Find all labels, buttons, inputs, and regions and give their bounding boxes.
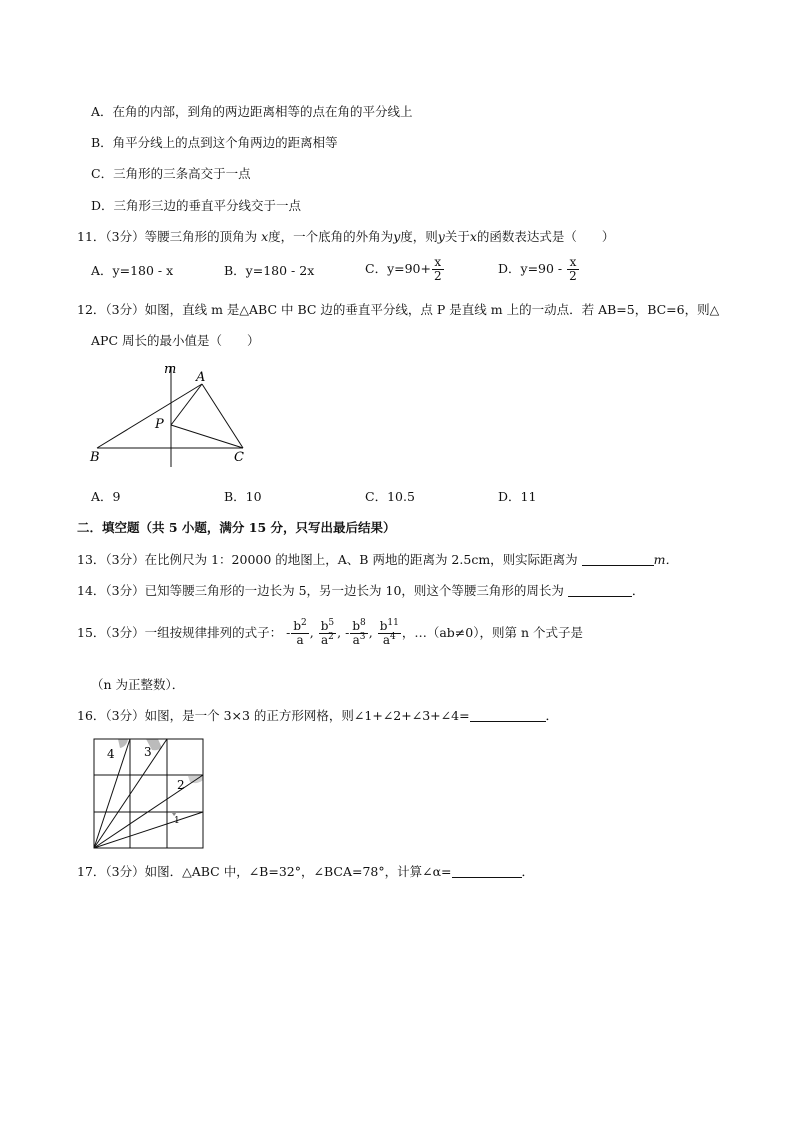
segment-ab [97,384,202,448]
label-p: P [155,417,164,432]
q11-option-d-den: 2 [569,269,577,283]
q11-text-c: 度，则 [400,229,438,244]
q15-fraction-3 [350,620,367,647]
q11-var-y-2: y [437,229,445,244]
label-c: C [234,450,244,465]
q12-option-c: C．10.5 [365,489,415,504]
q10-option-d: D．三角形三边的垂直平分线交于一点 [91,198,302,213]
q13-stem [77,552,678,568]
angle-label-4: 4 [107,747,115,761]
q15-f2-num-exp: 5 [328,618,335,628]
q13-unit: m． [653,552,679,567]
q11-stem [77,229,614,245]
q13-text: （3分）在比例尺为 1：20000 的地图上，A、B 两地的距离为 2.5cm，则实际距离为 [105,552,578,567]
section-2-heading: 二．填空题（共 5 小题，满分 15 分，只写出最后结果） [77,520,396,535]
q17-number: 17． [77,864,106,879]
q16-number: 16． [77,708,106,723]
q16-answer-blank[interactable] [470,709,546,722]
q11-score: （3分） [105,229,145,244]
q13-answer-blank[interactable] [582,553,654,566]
label-b: B [90,450,100,465]
q11-option-c-fraction [432,256,444,283]
q16-stem [77,708,558,724]
q15-f3-num-exp: 8 [360,618,366,628]
label-m: m [164,362,177,377]
angle-label-2: 2 [177,778,185,792]
q15-f3-den-exp: 3 [359,632,366,642]
q14-text: （3分）已知等腰三角形的一边长为 5，另一边长为 10，则这个等腰三角形的周长为 [105,583,564,598]
segment-pc [171,425,243,448]
segment-ac [202,384,243,448]
angle-label-1: 1 [174,816,180,826]
q10-option-c: C．三角形的三条高交于一点 [91,166,251,181]
q16-end: ． [545,708,559,723]
angle-4-marker [118,739,128,748]
q11-option-c-prefix: C．y=90+ [365,261,431,276]
q15-f3-den: a [352,633,360,647]
q15-f1-num-exp: 2 [301,618,307,628]
q15-line2: （n 为正整数）． [91,677,185,692]
q15-fraction-1 [291,620,308,647]
q11-text-b: 度，一个底角的外角为 [268,229,394,244]
q11-option-b: B．y=180 - 2x [224,263,315,278]
q15-f2-den-exp: 2 [328,632,334,642]
q17-text: （3分）如图．△ABC 中，∠B=32°，∠BCA=78°，计算∠α= [105,864,452,879]
q15-f4-den-exp: 4 [389,632,396,642]
q14-end: ． [631,583,645,598]
q17-stem [77,864,534,880]
angle-label-3: 3 [144,745,152,759]
q15-f2-den: a [320,633,329,647]
q12-option-d: D．11 [498,489,537,504]
q14-stem [77,583,644,599]
q12-number: 12． [77,302,106,317]
q16-text: （3分）如图，是一个 3×3 的正方形网格，则∠1+∠2+∠3+∠4= [105,708,470,723]
q11-text-e: 的函数表达式是（ ） [476,229,615,244]
q11-number: 11． [77,229,106,244]
q15-f1-sign: - [286,625,291,640]
q15-f2-num: b [320,619,329,633]
q12-line1-text: 如图，直线 m 是△ABC 中 BC 边的垂直平分线，点 P 是直线 m 上的一动点．若 AB=5，BC=6，则△ [144,302,720,317]
q16-figure [90,736,214,852]
q14-number: 14． [77,583,106,598]
q15-f1-num: b [293,619,302,633]
q11-text-d: 关于 [444,229,470,244]
q11-var-x: x [261,229,269,244]
q14-answer-blank[interactable] [568,584,632,597]
q15-f4-num: b [379,619,388,633]
q12-figure [85,360,255,470]
q11-option-d [498,256,580,283]
q11-option-a: A．y=180 - x [91,263,174,278]
q11-var-y: y [393,229,401,244]
q11-var-x-2: x [469,229,477,244]
q15-fraction-4 [378,620,401,647]
q15-f4-num-exp: 11 [387,618,399,628]
q12-stem-line2: APC 周长的最小值是（ ） [91,333,260,348]
segment-ap [171,384,202,425]
q15-fraction-2 [319,620,336,647]
q17-end: ． [521,864,535,879]
q11-option-d-num: x [567,256,579,270]
q11-option-d-fraction [567,256,579,283]
q11-option-d-prefix: D．y=90 - [498,261,567,276]
q15-f3-num: b [352,619,361,633]
q11-option-c-den: 2 [433,269,442,283]
q12-stem-line1 [77,302,719,318]
q15-stem: 15．（3分）一组按规律排列的式子： - $\frac{b^2}{a}$ , $\frac{b^5}{a^2}$ , - $\frac{b^8}{a^3}$ , $\frac{b^{11}}{a^4}$ ，…（ab≠0），则第 n 个式子是 [77,618,583,647]
q15-f4-den: a [382,633,390,647]
q15-text-a: （3分）一组按规律排列的式子： [105,625,283,640]
q11-text-a: 等腰三角形的顶角为 [144,229,258,244]
q15-text-b: ，…（ab≠0），则第 n 个式子是 [401,625,583,640]
q15-f1-den: a [296,633,304,647]
q11-option-c [365,256,445,283]
q12-score: （3分） [105,302,145,317]
q15-f3-sign: - [345,625,350,640]
q12-option-b: B．10 [224,489,262,504]
q11-option-c-num: x [432,256,444,270]
q17-answer-blank[interactable] [452,865,522,878]
q13-number: 13． [77,552,106,567]
label-a: A [196,370,206,385]
q10-option-a: A．在角的内部，到角的两边距离相等的点在角的平分线上 [91,104,413,119]
q10-option-b: B．角平分线上的点到这个角两边的距离相等 [91,135,338,150]
q12-option-a: A．9 [91,489,121,504]
q15-number: 15． [77,625,106,640]
